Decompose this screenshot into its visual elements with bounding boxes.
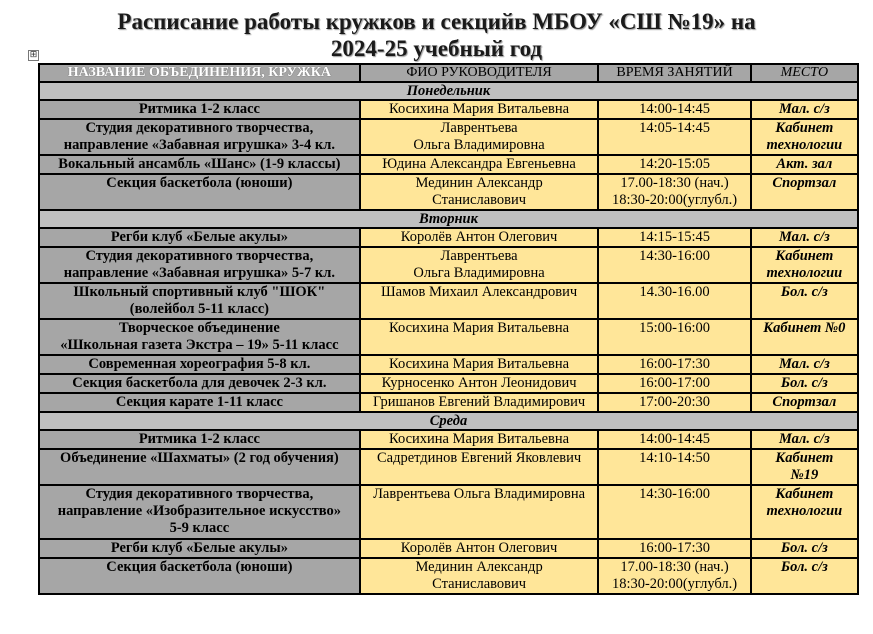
leader-cell xyxy=(361,284,598,318)
leader-cell xyxy=(361,120,598,154)
leader-cell-line: Лаврентьева Ольга Владимировна xyxy=(373,486,586,502)
leader-cell-line: Королёв Антон Олегович xyxy=(400,540,558,556)
table-row xyxy=(40,559,857,593)
place-cell xyxy=(752,431,857,448)
activity-name-cell-line: «Школьная газета Экстра – 19» 5-11 класс xyxy=(60,337,339,353)
place-cell-line: Мал. с/з xyxy=(778,101,830,117)
time-cell xyxy=(599,320,749,354)
leader-cell xyxy=(361,356,598,373)
leader-cell xyxy=(361,559,598,593)
place-cell-line: Бол. с/з xyxy=(780,284,828,300)
time-cell xyxy=(599,101,749,118)
activity-name-cell xyxy=(40,320,359,354)
time-cell-line: 14:20-15:05 xyxy=(639,156,710,172)
leader-cell-line: Курносенко Антон Леонидович xyxy=(381,375,577,391)
activity-name-cell xyxy=(40,540,359,557)
day-label: Среда xyxy=(40,413,857,429)
place-cell xyxy=(752,120,857,154)
activity-name-cell-line: Вокальный ансамбль «Шанс» (1-9 классы) xyxy=(58,156,341,172)
activity-name-cell xyxy=(40,559,359,593)
activity-name-cell xyxy=(40,248,359,282)
table-row xyxy=(40,175,857,209)
place-cell-line: Мал. с/з xyxy=(778,229,830,245)
leader-cell-line: Косихина Мария Витальевна xyxy=(389,320,570,336)
activity-name-cell-line: Регби клуб «Белые акулы» xyxy=(110,229,288,245)
activity-name-cell xyxy=(40,101,359,118)
activity-name-cell-line: направление «Изобразительное искусство» xyxy=(57,503,342,519)
activity-name-cell-line: Секция карате 1-11 класс xyxy=(115,394,283,410)
activity-name-cell xyxy=(40,284,359,318)
place-cell xyxy=(752,175,857,209)
leader-cell-line: Косихина Мария Витальевна xyxy=(389,356,570,372)
time-cell xyxy=(599,120,749,154)
leader-cell-line: Юдина Александра Евгеньевна xyxy=(382,156,576,172)
leader-cell xyxy=(361,101,598,118)
activity-name-cell-line: Регби клуб «Белые акулы» xyxy=(110,540,288,556)
place-cell-line: Бол. с/з xyxy=(780,375,828,391)
activity-name-cell xyxy=(40,175,359,209)
table-row xyxy=(40,486,857,538)
time-cell xyxy=(599,248,749,282)
place-cell-line: технологии xyxy=(766,503,843,519)
activity-name-cell xyxy=(40,156,359,173)
activity-name-cell-line: Студия декоративного творчества, xyxy=(85,486,314,502)
leader-cell-line: Шамов Михаил Александрович xyxy=(381,284,578,300)
leader-cell-line: Гришанов Евгений Владимирович xyxy=(372,394,586,410)
document-title xyxy=(0,8,873,62)
place-cell xyxy=(752,356,857,373)
activity-name-cell-line: Секция баскетбола (юноши) xyxy=(106,175,293,191)
time-cell-line: 16:00-17:30 xyxy=(639,540,710,556)
time-cell-line: 16:00-17:30 xyxy=(639,356,710,372)
place-cell xyxy=(752,229,857,246)
leader-cell-line: Мединин Александр xyxy=(415,175,543,191)
place-cell xyxy=(752,450,857,484)
activity-name-cell-line: направление «Забавная игрушка» 5-7 кл. xyxy=(63,265,336,281)
activity-name-cell-line: Творческое объединение xyxy=(118,320,280,336)
leader-cell-line: Садретдинов Евгений Яковлевич xyxy=(376,450,582,466)
place-cell-line: Мал. с/з xyxy=(778,431,830,447)
activity-name-cell-line: Студия декоративного творчества, xyxy=(85,248,314,264)
place-cell-line: Кабинет xyxy=(775,450,834,466)
time-cell xyxy=(599,450,749,484)
activity-name-cell-line: Студия декоративного творчества, xyxy=(85,120,314,136)
activity-name-cell xyxy=(40,375,359,392)
place-cell-line: Кабинет xyxy=(775,248,834,264)
place-cell-line: Мал. с/з xyxy=(778,356,830,372)
place-cell-line: №19 xyxy=(790,467,819,483)
time-cell-line: 17.00-18:30 (нач.) xyxy=(620,559,729,575)
table-row xyxy=(40,375,857,392)
place-cell-line: Кабинет №0 xyxy=(763,320,846,336)
place-cell xyxy=(752,156,857,173)
place-cell-line: Спортзал xyxy=(772,175,837,191)
time-cell-line: 18:30-20:00(углубл.) xyxy=(611,192,738,208)
leader-cell-line: Лаврентьева xyxy=(440,248,518,264)
time-cell xyxy=(599,156,749,173)
place-cell-line: Бол. с/з xyxy=(780,559,828,575)
time-cell xyxy=(599,356,749,373)
place-cell xyxy=(752,486,857,538)
leader-cell xyxy=(361,248,598,282)
header-name: НАЗВАНИЕ ОБЪЕДИНЕНИЯ, КРУЖКА xyxy=(40,65,359,81)
time-cell xyxy=(599,431,749,448)
leader-cell-line: Ольга Владимировна xyxy=(413,265,545,281)
leader-cell-line: Станиславович xyxy=(432,576,527,592)
time-cell xyxy=(599,284,749,318)
leader-cell xyxy=(361,486,598,538)
day-label: Понедельник xyxy=(40,83,857,99)
time-cell-line: 14:30-16:00 xyxy=(639,248,710,264)
time-cell-line: 14:05-14:45 xyxy=(639,120,710,136)
activity-name-cell-line: Ритмика 1-2 класс xyxy=(138,431,260,447)
activity-name-cell xyxy=(40,431,359,448)
place-cell-line: Акт. зал xyxy=(776,156,833,172)
leader-cell xyxy=(361,156,598,173)
leader-cell-line: Лаврентьева xyxy=(440,120,518,136)
table-row xyxy=(40,229,857,246)
table-row xyxy=(40,156,857,173)
activity-name-cell xyxy=(40,120,359,154)
activity-name-cell xyxy=(40,394,359,411)
table-row xyxy=(40,284,857,318)
place-cell-line: Спортзал xyxy=(772,394,837,410)
time-cell xyxy=(599,486,749,538)
place-cell xyxy=(752,375,857,392)
leader-cell xyxy=(361,450,598,484)
table-row xyxy=(40,320,857,354)
time-cell xyxy=(599,540,749,557)
table-row xyxy=(40,540,857,557)
table-row xyxy=(40,431,857,448)
leader-cell-line: Мединин Александр xyxy=(415,559,543,575)
place-cell xyxy=(752,394,857,411)
activity-name-cell xyxy=(40,356,359,373)
day-row xyxy=(40,83,857,99)
leader-cell xyxy=(361,394,598,411)
place-cell-line: Кабинет xyxy=(775,486,834,502)
place-cell xyxy=(752,559,857,593)
time-cell xyxy=(599,559,749,593)
activity-name-cell-line: Объединение «Шахматы» (2 год обучения) xyxy=(60,450,339,466)
time-cell-line: 14.30-16.00 xyxy=(639,284,710,300)
activity-name-cell-line: Секция баскетбола для девочек 2-3 кл. xyxy=(72,375,327,391)
leader-cell xyxy=(361,320,598,354)
table-row xyxy=(40,120,857,154)
title-line-1: Расписание работы кружков и секцийв МБОУ «СШ №19» на xyxy=(117,9,756,34)
activity-name-cell-line: направление «Забавная игрушка» 3-4 кл. xyxy=(63,137,336,153)
place-cell xyxy=(752,101,857,118)
header-row xyxy=(40,65,857,81)
place-cell-line: технологии xyxy=(766,137,843,153)
day-row xyxy=(40,413,857,429)
leader-cell-line: Ольга Владимировна xyxy=(413,137,545,153)
time-cell-line: 14:00-14:45 xyxy=(639,101,710,117)
time-cell-line: 16:00-17:00 xyxy=(639,375,710,391)
schedule-table xyxy=(38,63,859,595)
header-leader: ФИО РУКОВОДИТЕЛЯ xyxy=(361,65,598,81)
leader-cell-line: Станиславович xyxy=(432,192,527,208)
time-cell-line: 14:15-15:45 xyxy=(639,229,710,245)
place-cell-line: Бол. с/з xyxy=(780,540,828,556)
leader-cell xyxy=(361,229,598,246)
day-label: Вторник xyxy=(40,211,857,227)
time-cell-line: 14:30-16:00 xyxy=(639,486,710,502)
header-time: ВРЕМЯ ЗАНЯТИЙ xyxy=(599,65,749,81)
place-cell-line: Кабинет xyxy=(775,120,834,136)
activity-name-cell-line: Ритмика 1-2 класс xyxy=(138,101,260,117)
time-cell xyxy=(599,394,749,411)
table-row xyxy=(40,356,857,373)
table-move-handle-icon[interactable]: ⊞ xyxy=(29,50,38,60)
leader-cell xyxy=(361,540,598,557)
time-cell-line: 14:00-14:45 xyxy=(639,431,710,447)
activity-name-cell-line: Секция баскетбола (юноши) xyxy=(106,559,293,575)
time-cell xyxy=(599,175,749,209)
table-row xyxy=(40,248,857,282)
leader-cell xyxy=(361,375,598,392)
time-cell-line: 15:00-16:00 xyxy=(639,320,710,336)
table-row xyxy=(40,394,857,411)
table-row xyxy=(40,101,857,118)
header-place: МЕСТО xyxy=(752,65,857,81)
place-cell xyxy=(752,248,857,282)
time-cell-line: 14:10-14:50 xyxy=(639,450,710,466)
activity-name-cell-line: Современная хореография 5-8 кл. xyxy=(88,356,311,372)
title-line-2: 2024-25 учебный год xyxy=(330,36,543,61)
activity-name-cell-line: Школьный спортивный клуб "ШОК" xyxy=(73,284,326,300)
time-cell-line: 17.00-18:30 (нач.) xyxy=(620,175,729,191)
activity-name-cell-line: (волейбол 5-11 класс) xyxy=(129,301,270,317)
day-row xyxy=(40,211,857,227)
activity-name-cell xyxy=(40,450,359,484)
activity-name-cell xyxy=(40,229,359,246)
leader-cell-line: Королёв Антон Олегович xyxy=(400,229,558,245)
time-cell xyxy=(599,375,749,392)
leader-cell xyxy=(361,175,598,209)
leader-cell-line: Косихина Мария Витальевна xyxy=(389,101,570,117)
place-cell xyxy=(752,320,857,354)
table-row xyxy=(40,450,857,484)
time-cell xyxy=(599,229,749,246)
place-cell-line: технологии xyxy=(766,265,843,281)
place-cell xyxy=(752,540,857,557)
place-cell xyxy=(752,284,857,318)
activity-name-cell xyxy=(40,486,359,538)
activity-name-cell-line: 5-9 класс xyxy=(169,520,230,536)
time-cell-line: 18:30-20:00(углубл.) xyxy=(611,576,738,592)
leader-cell-line: Косихина Мария Витальевна xyxy=(389,431,570,447)
time-cell-line: 17:00-20:30 xyxy=(639,394,710,410)
leader-cell xyxy=(361,431,598,448)
